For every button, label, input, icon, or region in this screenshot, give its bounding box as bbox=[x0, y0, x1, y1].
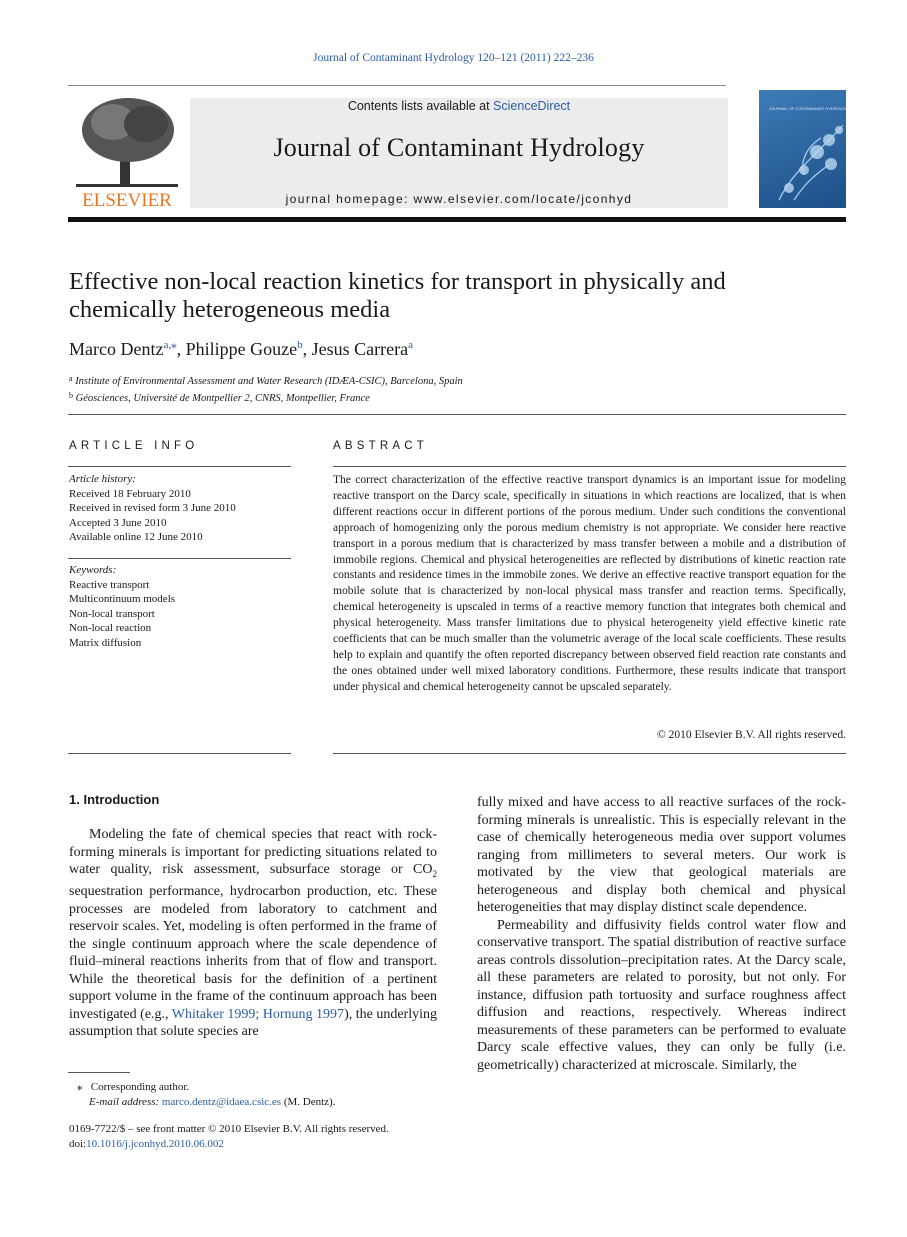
abstract-text: The correct characterization of the effective reactive transport dynamics is an important issue for modeling reactive transport on the Darcy scale, specifically in situations in which reactions are localized, that is when different reactions occur in different portions of the porous medium. Under such conditions the conventional approach of homogenizing only the porous medium chemistry is not appropriate. We consider here reactive transport in a porous medium that is characterized by mass transfer between a mobile and a distribution of immobile regions. Chemical and physical heterogeneities are reflected by distributions of kinetic reaction rate constants and residence times in the immobile zones. We derive an effective reactive transport equation for the mobile solute that is characterized by non-local physical mass transfer and reaction terms. Specifically, chemical heterogeneity is upscaled in terms of a reactive memory function that integrates both chemical and physical heterogeneity. Mass transfer limitations due to physical heterogeneity yield effective kinetic rate coefficients that can be much smaller than the volumetric average of the local scale coefficients. These results help to explain and quantify the often reported discrepancy between observed field reaction rate constants and the ones obtained under well mixed laboratory conditions. Furthermore, these results indicate that transport under physical and chemical heterogeneity cannot be upscaled separately. bbox=[333, 474, 846, 693]
author-name: Marco Dentz bbox=[69, 339, 164, 359]
contents-prefix: Contents lists available at bbox=[347, 99, 494, 113]
keywords bbox=[69, 563, 175, 650]
article-history bbox=[69, 472, 236, 545]
keywords-rule bbox=[68, 558, 291, 559]
keyword: Non-local reaction bbox=[69, 622, 152, 634]
author-name: Philippe Gouze bbox=[185, 339, 298, 359]
section-heading: 1. Introduction bbox=[69, 792, 160, 807]
keyword: Non-local transport bbox=[69, 607, 155, 620]
article-info-bottom-rule bbox=[68, 753, 291, 754]
issn-line: 0169-7722/$ – see front matter © 2010 Elsevier B.V. All rights reserved. bbox=[69, 1123, 389, 1135]
footnote-rule bbox=[68, 1072, 130, 1073]
history-item: Received in revised form 3 June 2010 bbox=[69, 502, 236, 514]
email-link[interactable]: marco.dentz@idaea.csic.es bbox=[161, 1095, 282, 1108]
keyword: Multicontinuum models bbox=[69, 593, 176, 605]
author-mark[interactable]: b bbox=[297, 339, 303, 351]
keyword: Matrix diffusion bbox=[69, 636, 142, 649]
affiliations bbox=[69, 372, 463, 406]
history-item: Accepted 3 June 2010 bbox=[69, 516, 167, 529]
journal-citation[interactable]: Journal of Contaminant Hydrology 120–121 (2011) 222–236 bbox=[313, 52, 594, 64]
author-mark[interactable]: a,⁎ bbox=[163, 339, 177, 351]
affiliation: $^b$ Géosciences, Université de Montpellier 2, CNRS, Montpellier, France bbox=[69, 391, 370, 404]
corresponding-author: Corresponding author. bbox=[90, 1081, 190, 1093]
article-info-heading: ARTICLE INFO bbox=[69, 440, 199, 452]
elsevier-wordmark: ELSEVIER bbox=[82, 190, 172, 210]
article-title: Effective non-local reaction kinetics for transport in physically and chemically heterogeneous media bbox=[69, 268, 726, 323]
author-name: Jesus Carrera bbox=[311, 339, 409, 359]
author-mark[interactable]: a bbox=[408, 339, 413, 351]
abstract-rule bbox=[333, 466, 846, 467]
intro-column-1: Modeling the fate of chemical species that react with rock-forming minerals is important for predicting situations related to water quality, risk assessment, subsurface storage or $CO_2$ sequestration performance, hydrocarbon production, etc. These processes are modeled from laboratory to catchment and reservoir scales. Yet, modeling is often performed in the frame of the single continuum approach where the scale dependence of fluid–mineral reactions inherits from that of flow and transport. While the theoretical basis for the definition of a pertinent support volume in the frame of the continuum approach has been investigated (e.g., Whitaker 1999; Hornung 1997), the underlying assumption that solute species are bbox=[69, 827, 437, 1040]
history-item: Available online 12 June 2010 bbox=[69, 531, 203, 543]
journal-homepage[interactable]: journal homepage: www.elsevier.com/locate/jconhyd bbox=[285, 192, 633, 206]
intro-column-2 bbox=[477, 794, 846, 1074]
header-top-rule bbox=[68, 85, 726, 86]
elsevier-tree-icon bbox=[68, 92, 186, 210]
abstract-bottom-rule bbox=[333, 753, 846, 754]
elsevier-logo[interactable] bbox=[68, 92, 186, 210]
paragraph: fully mixed and have access to all reactive surfaces of the rock-forming minerals is unrealistic. This is especially relevant in the case of chemically heterogeneous media over support volumes ranging from millimeters to several meters. Our work is motivated by the view that geological materials are heterogeneous and display both chemical and physical heterogeneities that may display distinct scale dependence. bbox=[477, 795, 846, 915]
article-info-rule bbox=[68, 466, 291, 467]
journal-cover-image[interactable] bbox=[759, 90, 846, 208]
sciencedirect-link[interactable]: ScienceDirect bbox=[493, 99, 571, 113]
footnote: ⁎ Corresponding author. E-mail address: marco.dentz@idaea.csic.es (M. Dentz). bbox=[77, 1081, 336, 1108]
reference-link[interactable]: Whitaker 1999; Hornung 1997 bbox=[171, 1006, 345, 1022]
doi-link[interactable]: 10.1016/j.jconhyd.2010.06.002 bbox=[86, 1137, 224, 1150]
front-matter: 0169-7722/$ – see front matter © 2010 Elsevier B.V. All rights reserved. doi:10.1016/j.jconhyd.2010.06.002 bbox=[69, 1122, 469, 1151]
keywords-label: Keywords: bbox=[69, 564, 117, 576]
header-bottom-bar bbox=[68, 217, 846, 222]
title-divider bbox=[68, 414, 846, 415]
cover-art-icon bbox=[759, 90, 846, 208]
svg-text:JOURNAL OF CONTAMINANT HYDROLO: JOURNAL OF CONTAMINANT HYDROLOGY bbox=[769, 106, 846, 111]
journal-title: Journal of Contaminant Hydrology bbox=[273, 133, 645, 162]
affiliation: $^a$ Institute of Environmental Assessment and Water Research (IDÆA-CSIC), Barcelona, Spain bbox=[69, 374, 463, 387]
keyword: Reactive transport bbox=[69, 578, 150, 591]
author-list: Marco Dentz$^{a,⁎}$, Philippe Gouze$^b$, Jesus Carrera$^a$ bbox=[69, 339, 413, 359]
history-item: Received 18 February 2010 bbox=[69, 487, 191, 500]
abstract-copyright: © 2010 Elsevier B.V. All rights reserved. bbox=[657, 729, 846, 741]
contents-line bbox=[190, 99, 728, 113]
abstract-heading: ABSTRACT bbox=[333, 440, 428, 452]
paragraph: Permeability and diffusivity fields control water flow and conservative transport. The spatial distribution of reactive surface areas controls dissolution–precipitation rates. At the Darcy scale, all these parameters are related to porosity, but not only. For instance, diffusion path tortuosity and surface roughness affect diffusion and reactions, respectively. Whereas indirect measurements of these parameters can be performed to evaluate Darcy scale effective values, they can only be fully (i.e. geometrically) characterized at microscale. Similarly, the bbox=[477, 917, 846, 1073]
history-label: Article history: bbox=[69, 473, 136, 485]
